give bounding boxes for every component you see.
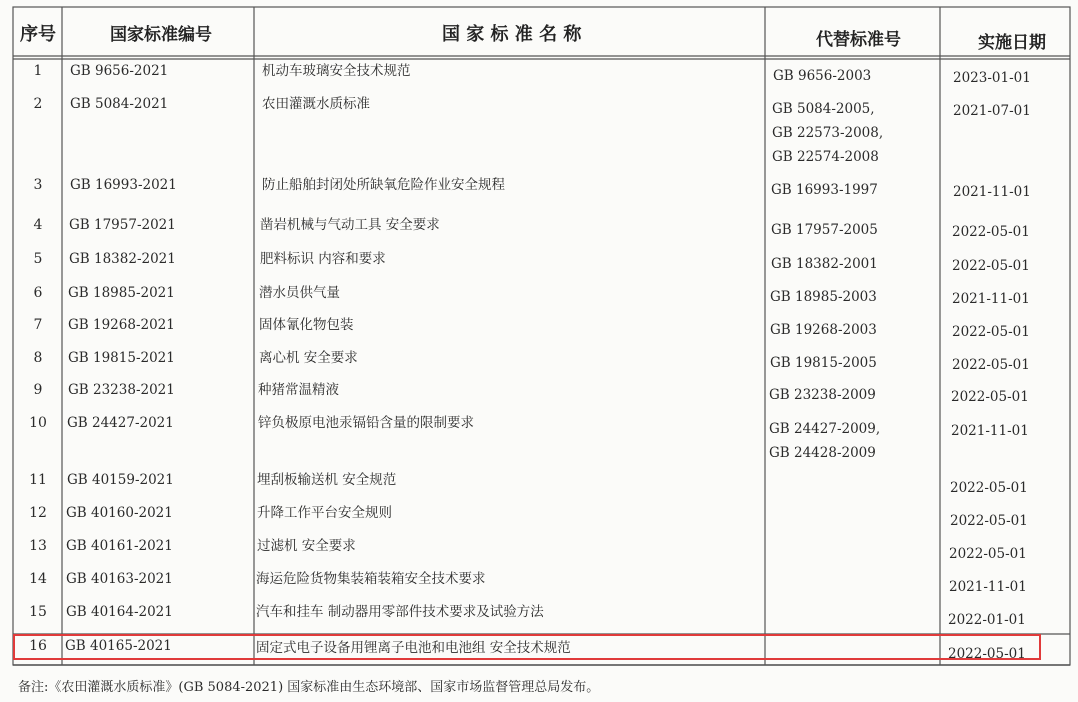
row-date: 2023-01-01 [953,70,1031,86]
row-code: GB 40160-2021 [66,505,173,521]
row-seq: 7 [33,317,43,333]
row-replace: GB 23238-2009 [769,387,876,403]
row-code: GB 9656-2021 [70,63,169,79]
row-seq: 11 [29,472,47,488]
row-code: GB 5084-2021 [70,96,169,112]
row-seq: 14 [29,571,47,587]
row-name: 防止船舶封闭处所缺氧危险作业安全规程 [262,177,505,193]
header-seq: 序号 [20,24,56,45]
row-seq: 4 [33,217,43,233]
row-name: 离心机 安全要求 [259,350,358,366]
row-name: 机动车玻璃安全技术规范 [262,63,411,79]
row-date: 2021-11-01 [949,579,1027,595]
row-replace: GB 19815-2005 [770,355,877,371]
row-seq: 15 [29,604,47,620]
row-code: GB 23238-2021 [68,382,175,398]
row-name: 汽车和挂车 制动器用零部件技术要求及试验方法 [256,604,544,620]
row-date: 2022-05-01 [951,389,1029,405]
row-date: 2022-01-01 [948,612,1026,628]
row-seq: 2 [33,96,43,112]
header-name: 国 家 标 准 名 称 [442,24,582,45]
row-code: GB 19815-2021 [68,350,175,366]
row-code: GB 40164-2021 [66,604,173,620]
row-replace: GB 16993-1997 [771,182,878,198]
row-replace: GB 22573-2008, [772,125,884,141]
row-date: 2022-05-01 [952,258,1030,274]
row-name: 过滤机 安全要求 [257,538,356,554]
row-name: 升降工作平台安全规则 [257,505,392,521]
row-date: 2022-05-01 [949,546,1027,562]
row-code: GB 16993-2021 [70,177,177,193]
row-name: 农田灌溉水质标准 [262,96,370,112]
footnote: 备注:《农田灌溉水质标准》(GB 5084-2021) 国家标准由生态环境部、国家市场监督管理总局发布。 [18,680,600,695]
row-name: 固定式电子设备用锂离子电池和电池组 安全技术规范 [256,640,571,656]
row-seq: 5 [33,251,43,267]
row-date: 2022-05-01 [952,357,1030,373]
row-seq: 1 [33,63,43,79]
row-date: 2022-05-01 [950,513,1028,529]
row-replace: GB 19268-2003 [770,322,877,338]
row-replace: GB 5084-2005, [772,101,875,117]
row-code: GB 40163-2021 [66,571,173,587]
row-date: 2021-07-01 [953,103,1031,119]
row-replace: GB 17957-2005 [771,222,878,238]
row-date: 2022-05-01 [952,324,1030,340]
row-name: 固体氰化物包装 [259,317,354,333]
row-code: GB 40165-2021 [65,638,172,654]
row-date: 2021-11-01 [952,291,1030,307]
row-replace: GB 22574-2008 [772,149,879,165]
row-name: 锌负极原电池汞镉铅含量的限制要求 [258,415,474,431]
header-code: 国家标准编号 [110,25,212,45]
row-code: GB 17957-2021 [69,217,176,233]
row-code: GB 40159-2021 [67,472,174,488]
row-replace: GB 18985-2003 [770,289,877,305]
row-replace: GB 24427-2009, [769,421,881,437]
row-code: GB 18985-2021 [68,285,175,301]
row-name: 海运危险货物集装箱装箱安全技术要求 [256,571,486,587]
header-date: 实施日期 [978,33,1046,53]
row-name: 种猪常温精液 [258,382,339,398]
row-code: GB 19268-2021 [68,317,175,333]
row-seq: 8 [33,350,43,366]
row-seq: 13 [29,538,47,554]
row-date: 2021-11-01 [951,423,1029,439]
row-date: 2022-05-01 [950,480,1028,496]
row-code: GB 18382-2021 [69,251,176,267]
row-code: GB 24427-2021 [67,415,174,431]
row-name: 凿岩机械与气动工具 安全要求 [260,217,440,233]
row-name: 肥料标识 内容和要求 [260,251,386,267]
row-code: GB 40161-2021 [66,538,173,554]
row-date: 2022-05-01 [952,224,1030,240]
row-replace: GB 18382-2001 [771,256,878,272]
row-date: 2021-11-01 [953,184,1031,200]
row-name: 潜水员供气量 [259,285,340,301]
row-replace: GB 9656-2003 [773,68,872,84]
row-name: 埋刮板输送机 安全规范 [257,472,397,488]
row-seq: 9 [33,382,43,398]
row-seq: 12 [29,505,47,521]
header-replace: 代替标准号 [816,30,901,50]
row-seq: 10 [29,415,47,431]
row-replace: GB 24428-2009 [769,445,876,461]
row-seq: 3 [33,177,43,193]
row-seq: 16 [29,638,47,654]
row-seq: 6 [33,285,43,301]
row-date: 2022-05-01 [948,646,1026,662]
